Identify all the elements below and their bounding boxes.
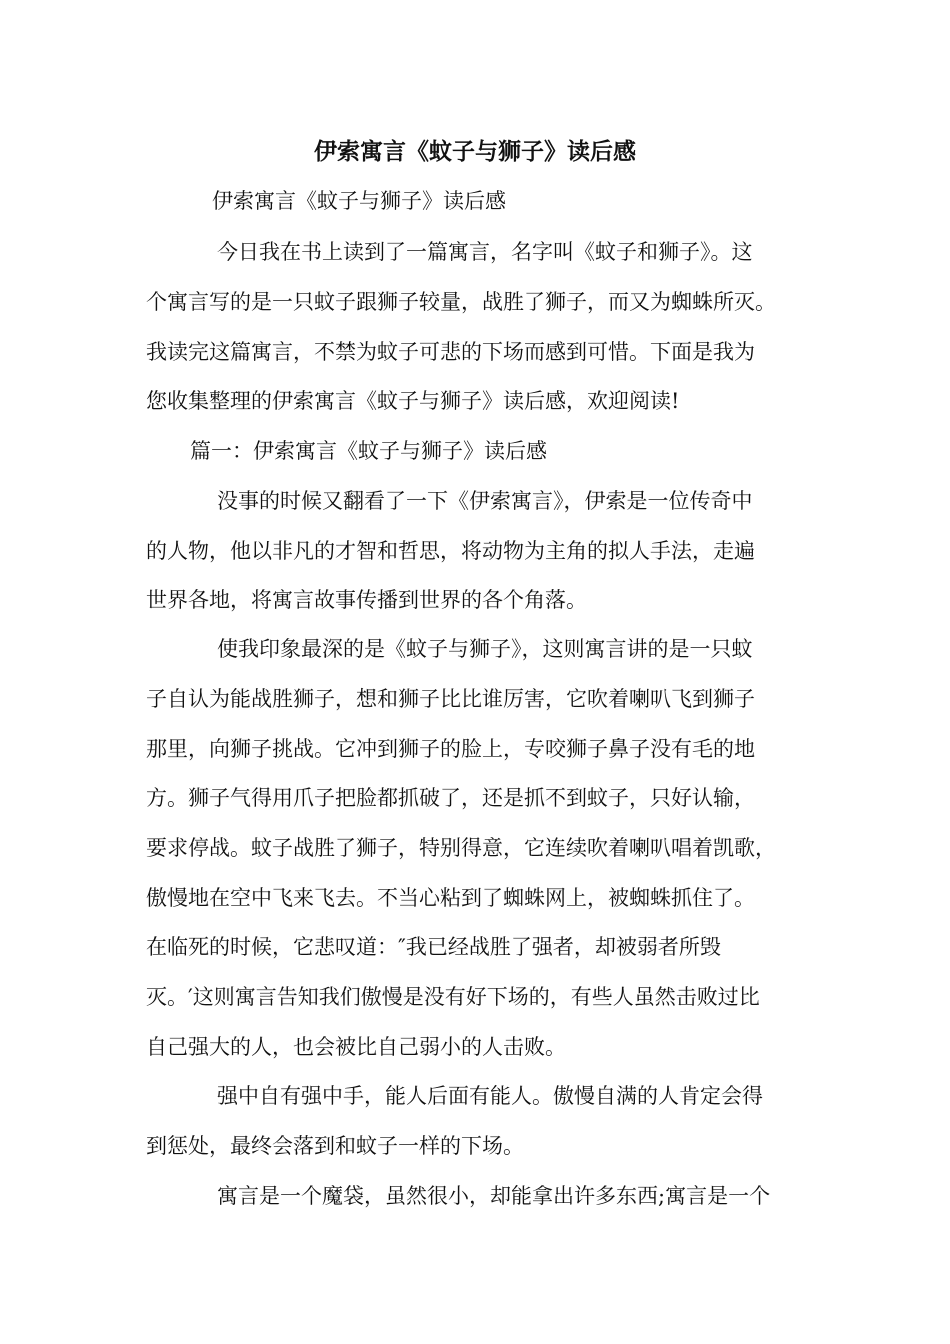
- section-heading: 篇一：伊索寓言《蚊子与狮子》读后感: [190, 439, 547, 463]
- paragraph-line: 世界各地，将寓言故事传播到世界的各个角落。: [146, 588, 587, 612]
- paragraph-line: 强中自有强中手，能人后面有能人。傲慢自满的人肯定会得: [217, 1084, 763, 1108]
- paragraph-line: 灭。′这则寓言告知我们傲慢是没有好下场的，有些人虽然击败过比: [146, 985, 760, 1009]
- paragraph-line: 今日我在书上读到了一篇寓言，名字叫《蚊子和狮子》。这: [217, 240, 753, 264]
- paragraph-line: 方。狮子气得用爪子把脸都抓破了，还是抓不到蚊子，只好认输，: [146, 786, 755, 810]
- paragraph-line: 那里，向狮子挑战。它冲到狮子的脸上，专咬狮子鼻子没有毛的地: [146, 737, 755, 761]
- document-title: 伊索寓言《蚊子与狮子》读后感: [314, 138, 636, 165]
- paragraph-line: 使我印象最深的是《蚊子与狮子》，这则寓言讲的是一只蚊: [217, 637, 753, 661]
- paragraph-line: 我读完这篇寓言，不禁为蚊子可悲的下场而感到可惜。下面是我为: [146, 340, 755, 364]
- paragraph-line: 的人物，他以非凡的才智和哲思，将动物为主角的拟人手法，走遍: [146, 539, 755, 563]
- paragraph-line: 要求停战。蚊子战胜了狮子，特别得意，它连续吹着喇叭唱着凯歌，: [146, 836, 776, 860]
- paragraph-line: 您收集整理的伊索寓言《蚊子与狮子》读后感，欢迎阅读!: [146, 389, 680, 413]
- paragraph-line: 没事的时候又翻看了一下《伊索寓言》，伊索是一位传奇中: [217, 489, 753, 513]
- paragraph-line: 个寓言写的是一只蚊子跟狮子较量，战胜了狮子，而又为蜘蛛所灭。: [146, 290, 776, 314]
- paragraph-line: 到惩处，最终会落到和蚊子一样的下场。: [146, 1134, 524, 1158]
- paragraph-line: 在临死的时候，它悲叹道：″我已经战胜了强者，却被弱者所毁: [146, 935, 721, 959]
- paragraph-line: 自己强大的人，也会被比自己弱小的人击败。: [146, 1035, 566, 1059]
- subtitle-line: 伊索寓言《蚊子与狮子》读后感: [212, 189, 506, 213]
- paragraph-line: 子自认为能战胜狮子，想和狮子比比谁厉害，它吹着喇叭飞到狮子: [146, 687, 755, 711]
- paragraph-line: 傲慢地在空中飞来飞去。不当心粘到了蜘蛛网上，被蜘蛛抓住了。: [146, 886, 755, 910]
- paragraph-line: 寓言是一个魔袋，虽然很小，却能拿出许多东西;寓言是一个: [217, 1184, 771, 1208]
